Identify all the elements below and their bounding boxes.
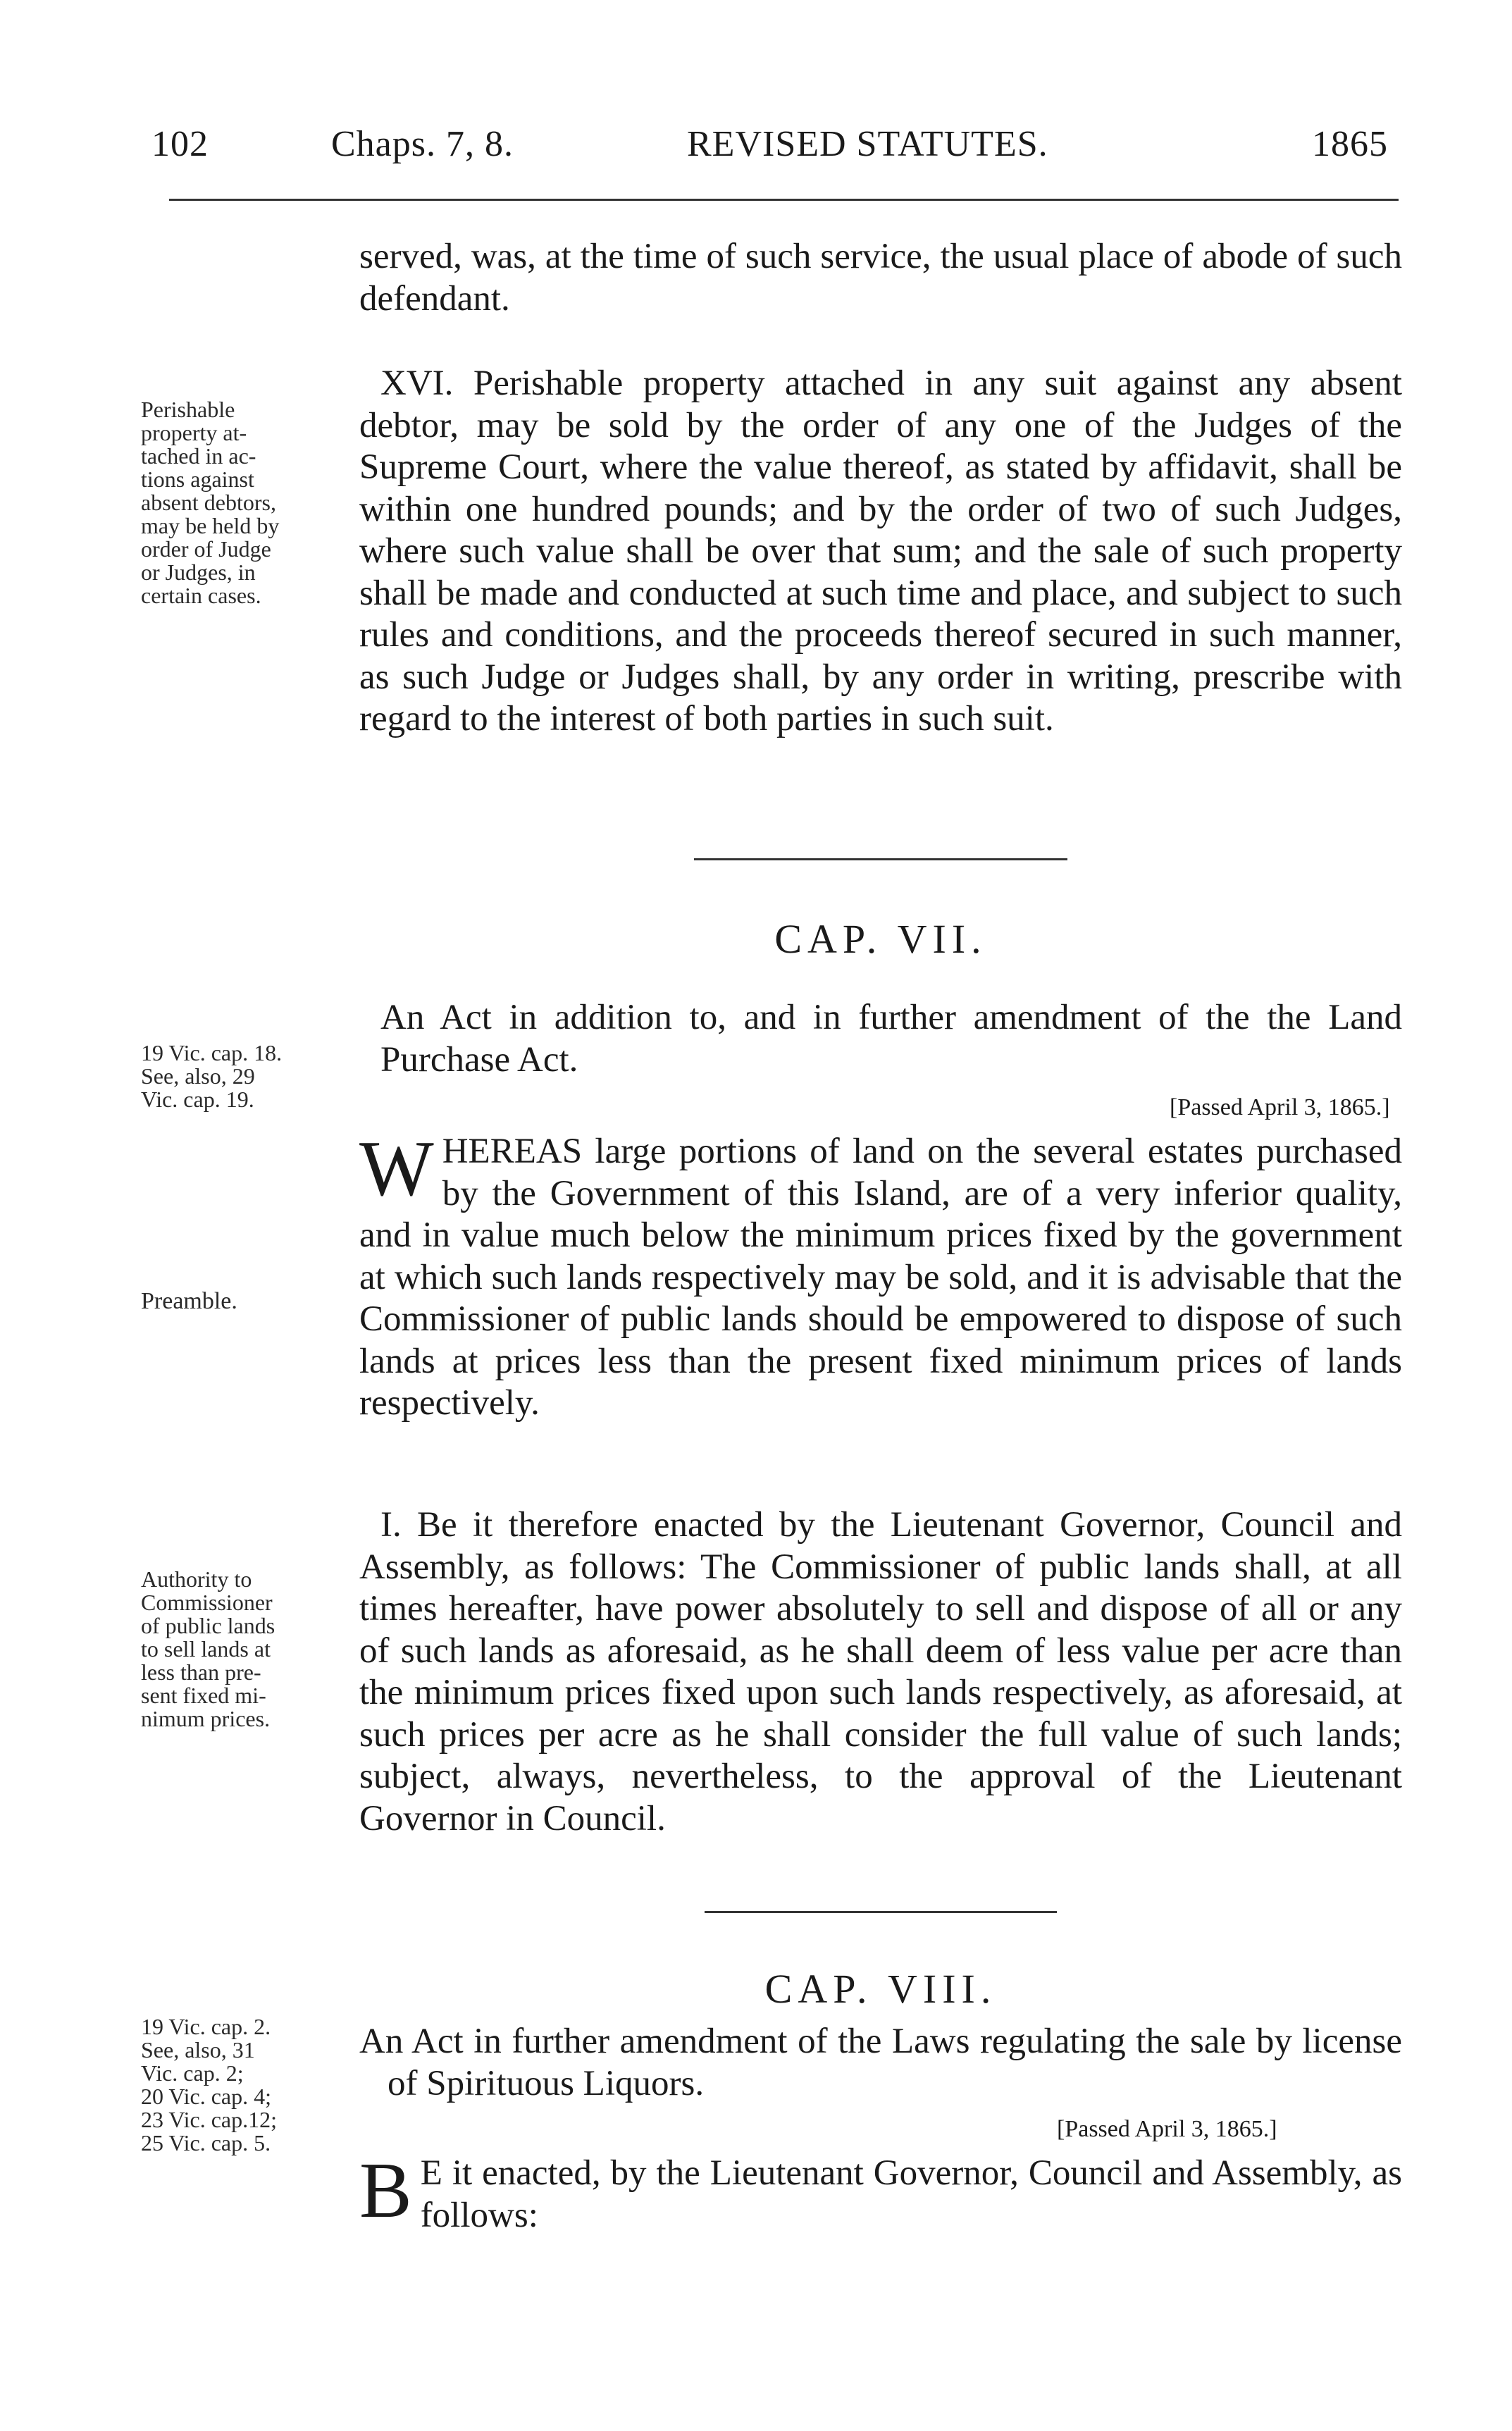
margin-note-line: sent fixed mi- xyxy=(141,1683,266,1708)
year: 1865 xyxy=(1312,124,1388,164)
cap-viii-title: CAP. VIII. xyxy=(764,1966,997,2012)
continuation-paragraph xyxy=(359,236,1402,320)
cap-vii-preamble-text: HEREAS large portions of land on the several estates purchased by the Government of this Island, are of a very inferior quality, and in value much below the minimum prices fixed by the government at which such lands respectively may be sold, and it is advisable that the Commissioner of public lands should be empowered to dispose of such lands at prices less than the present fixed minimum prices of lands respectively. xyxy=(359,1132,1402,1423)
margin-note-authority xyxy=(141,1568,335,1731)
margin-note-line: See, also, 29 xyxy=(141,1063,255,1089)
cap-viii-passed-date: [Passed April 3, 1865.] xyxy=(1057,2116,1277,2142)
margin-note-line: 20 Vic. cap. 4; xyxy=(141,2084,271,2109)
cap-vii-act-title-text: An Act in addition to, and in further amendment of the the Land Purchase Act. xyxy=(380,998,1402,1080)
cap-viii-enactment xyxy=(359,2147,1402,2237)
cap-viii-act-title-text: An Act in further amendment of the Laws regulating the sale by license of Spirituous Liquors. xyxy=(359,2022,1402,2103)
margin-note-line: may be held by xyxy=(141,513,280,538)
margin-note-line: 23 Vic. cap.12; xyxy=(141,2107,277,2132)
section-xvi xyxy=(359,363,1402,741)
header-rule xyxy=(169,199,1399,201)
cap-viii-enactment-paragraph xyxy=(359,2147,1402,2237)
cap-vii-passed-date: [Passed April 3, 1865.] xyxy=(1170,1094,1390,1120)
margin-note-line: 19 Vic. cap. 2. xyxy=(141,2014,271,2039)
continuation-text: served, was, at the time of such service, the usual place of abode of such defendant. xyxy=(359,237,1402,318)
margin-note-line: Vic. cap. 19. xyxy=(141,1087,254,1112)
margin-note-line: nimum prices. xyxy=(141,1706,271,1731)
cap-vii-preamble-paragraph xyxy=(359,1125,1402,1425)
margin-note-line: Authority to xyxy=(141,1566,252,1592)
cap-vii-preamble xyxy=(359,1125,1402,1425)
margin-note-line: to sell lands at xyxy=(141,1636,271,1662)
margin-note-line: property at- xyxy=(141,420,247,445)
section-divider xyxy=(694,858,1067,860)
margin-note-line: of public lands xyxy=(141,1613,275,1638)
margin-note-cap-viii xyxy=(141,2015,335,2155)
margin-note-line: 25 Vic. cap. 5. xyxy=(141,2130,271,2155)
dropcap-w: W xyxy=(359,1125,434,1213)
margin-note-line: See, also, 31 xyxy=(141,2037,255,2062)
cap-vii-section-i xyxy=(359,1504,1402,1840)
margin-note-line: tions against xyxy=(141,466,254,492)
margin-note-line: less than pre- xyxy=(141,1659,261,1685)
cap-viii-enactment-text: E it enacted, by the Lieutenant Governor, Council and Assembly, as follows: xyxy=(420,2153,1402,2235)
margin-note-line: certain cases. xyxy=(141,583,261,608)
margin-note-cap-vii xyxy=(141,1041,335,1111)
margin-note-line: 19 Vic. cap. 18. xyxy=(141,1040,283,1065)
margin-note-line: Vic. cap. 2; xyxy=(141,2060,244,2086)
preamble-label: Preamble. xyxy=(141,1288,237,1314)
margin-note-line: Commissioner xyxy=(141,1590,273,1615)
section-divider xyxy=(705,1911,1057,1913)
cap-vii-act-title xyxy=(359,997,1402,1081)
section-xvi-text: XVI. Perishable property attached in any suit against any absent debtor, may be sold by the order of any one of the Judges of the Supreme Court, where the value thereof, as stated by affidavit, shall be within one hundred pounds; and by the order of two of such Judges, where such value shall be over that sum; and the sale of such property shall be made and conducted at such time and place, and subject to such rules and conditions, and the proceeds thereof secured in such manner, as such Judge or Judges shall, by any order in writing, prescribe with regard to the interest of both parties in such suit. xyxy=(359,364,1402,738)
chapter-reference: Chaps. 7, 8. xyxy=(331,124,514,164)
margin-note-line: absent debtors, xyxy=(141,490,276,515)
dropcap-b: B xyxy=(359,2147,412,2234)
cap-vii-title: CAP. VII. xyxy=(774,916,987,962)
margin-note-line: tached in ac- xyxy=(141,443,256,469)
margin-note-line: order of Judge xyxy=(141,536,271,562)
margin-note-perishable xyxy=(141,398,335,607)
margin-note-line: or Judges, in xyxy=(141,559,256,585)
running-title: REVISED STATUTES. xyxy=(687,124,1048,164)
cap-vii-section-i-text: I. Be it therefore enacted by the Lieutenant Governor, Council and Assembly, as follows: The Commissioner of public lands shall, at all times hereafter, have power absolutely to sell and dispose of all or any of such lands as aforesaid, as he shall deem of less value per acre than the minimum prices fixed upon such lands respectively, as aforesaid, at such prices per acre as he shall consider the full value of such lands; subject, always, nevertheless, to the approval of the Lieutenant Governor in Council. xyxy=(359,1505,1402,1838)
cap-viii-act-title xyxy=(359,2021,1402,2105)
page-number: 102 xyxy=(151,124,209,164)
margin-note-line: Perishable xyxy=(141,397,235,422)
